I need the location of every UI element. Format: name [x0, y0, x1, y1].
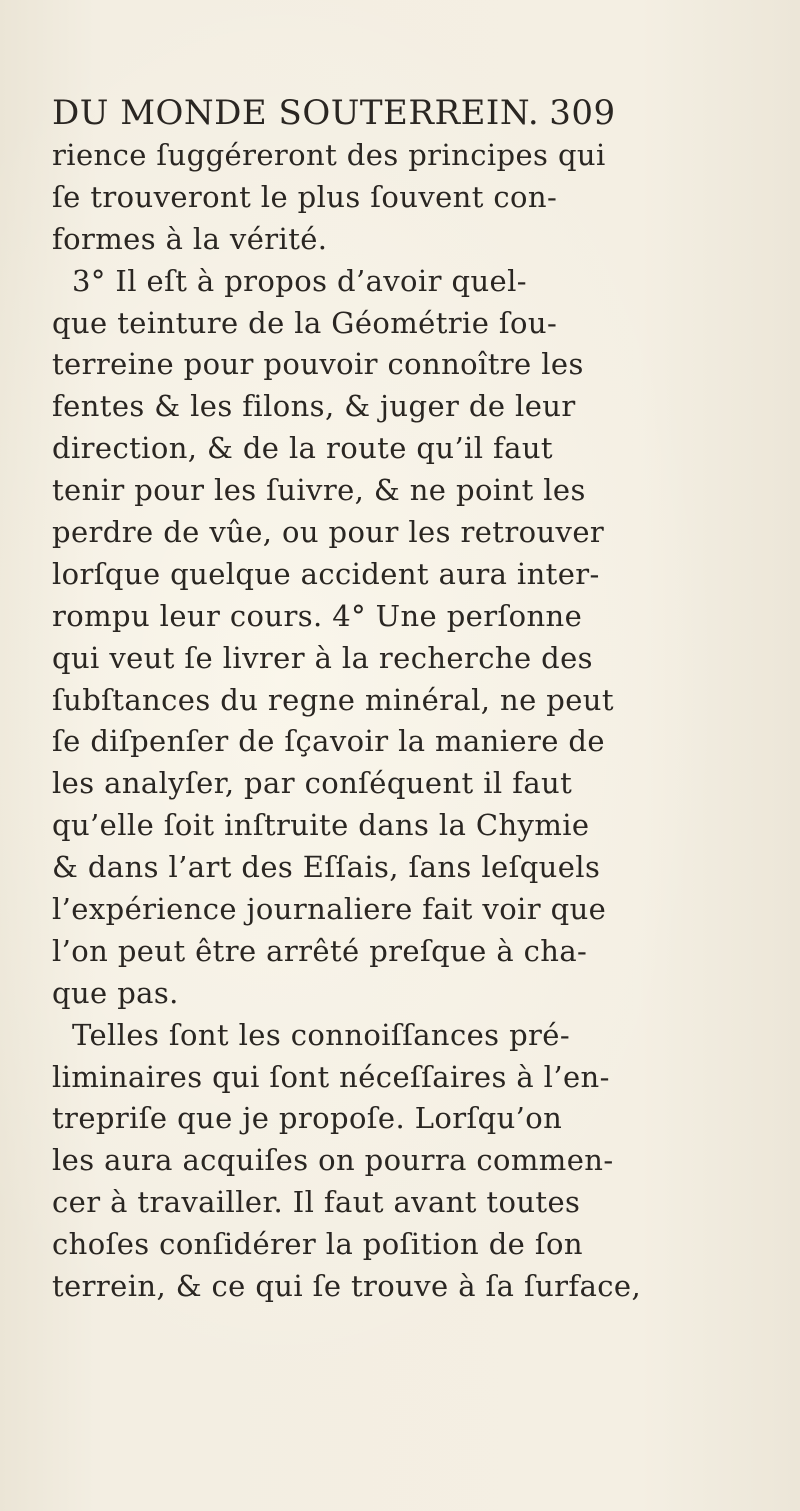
running-head-title: DU MONDE SOUTERREIN.	[52, 93, 540, 133]
text-line: que teinture de la Géométrie ſou-	[52, 305, 558, 340]
text-line: que pas.	[52, 975, 179, 1010]
text-line: terreine pour pouvoir connoître les	[52, 347, 584, 382]
text-line: qui veut ſe livrer à la recherche des	[52, 640, 593, 675]
text-line: l’on peut être arrêté preſque à cha-	[52, 933, 588, 968]
text-line: Telles ſont les connoiſſances pré-	[72, 1017, 571, 1052]
text-line: ſe trouveront le plus ſouvent con-	[52, 179, 558, 214]
text-line: choſes conſidérer la poſition de ſon	[52, 1227, 583, 1262]
text-line: fentes & les filons, & juger de leur	[52, 389, 576, 424]
text-line: lorſque quelque accident aura inter-	[52, 556, 600, 591]
running-head	[52, 92, 772, 134]
text-line: cer à travailler. Il faut avant toutes	[52, 1185, 581, 1220]
text-line: rience ſuggéreront des principes qui	[52, 138, 606, 172]
body-text	[52, 135, 772, 1304]
text-line: l’expérience journaliere fait voir que	[52, 892, 607, 927]
text-line: formes à la vérité.	[52, 221, 328, 256]
text-line: trepriſe que je propoſe. Lorſqu’on	[52, 1101, 563, 1136]
text-line: ſe diſpenſer de ſçavoir la maniere de	[52, 724, 605, 759]
text-line: 3° Il eſt à propos d’avoir quel-	[72, 263, 527, 298]
text-line: ſubſtances du regne minéral, ne peut	[52, 682, 614, 717]
text-line: les aura acquiſes on pourra commen-	[52, 1143, 614, 1178]
text-line: tenir pour les ſuivre, & ne point les	[52, 473, 586, 508]
text-line: les analyſer, par conſéquent il faut	[52, 766, 573, 801]
text-line: terrein, & ce qui ſe trouve à ſa ſurface,	[52, 1269, 642, 1304]
text-line: liminaires qui ſont néceſſaires à l’en-	[52, 1059, 610, 1094]
text-line: rompu leur cours. 4° Une perſonne	[52, 598, 583, 633]
text-line: qu’elle ſoit inſtruite dans la Chymie	[52, 808, 590, 843]
text-line: perdre de vûe, ou pour les retrouver	[52, 515, 605, 550]
text-line: direction, & de la route qu’il faut	[52, 431, 553, 466]
text-line: & dans l’art des Eſſais, ſans leſquels	[52, 850, 601, 885]
page-number: 309	[549, 93, 616, 133]
